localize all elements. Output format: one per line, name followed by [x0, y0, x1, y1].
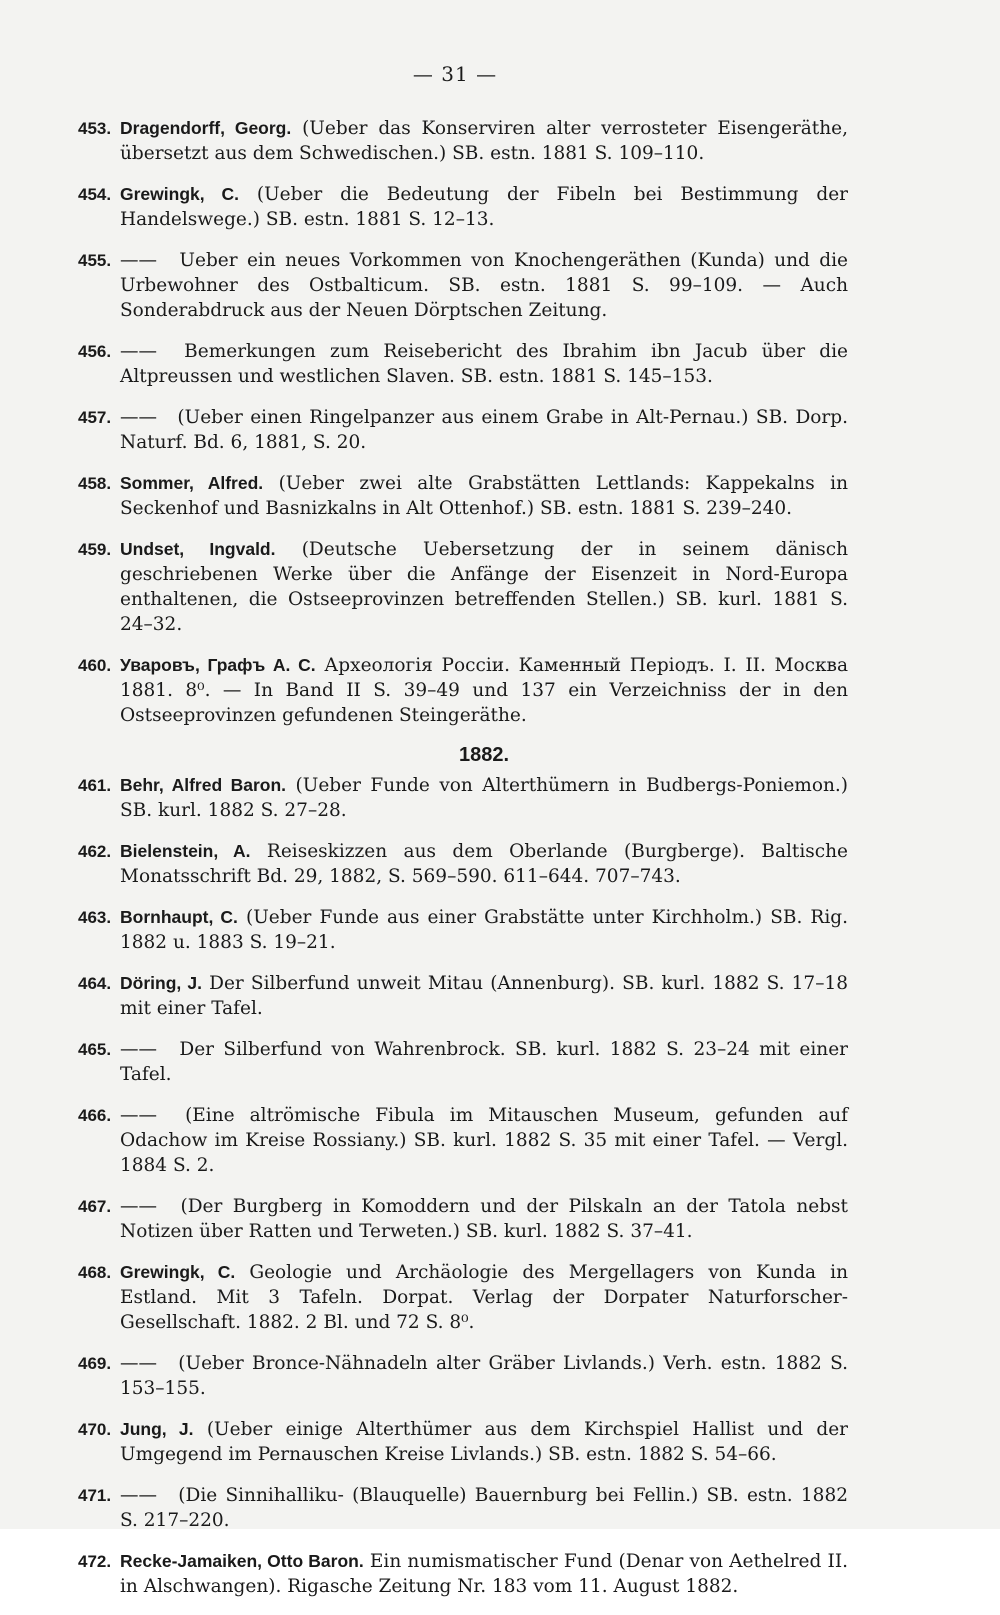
- bibliography-entry: [78, 839, 848, 889]
- entry-author: Bornhaupt, C.: [120, 907, 238, 927]
- bibliography-entry: [78, 537, 848, 637]
- bibliography-entry: [78, 1351, 848, 1401]
- entry-author: Sommer, Alfred.: [120, 473, 264, 493]
- ditto-dash: ——: [120, 341, 157, 362]
- entries-1882: [78, 773, 848, 1599]
- entry-number: 459.: [78, 540, 112, 559]
- entry-number: 454.: [78, 185, 112, 204]
- entry-number: 469.: [78, 1354, 112, 1373]
- entry-text: Ueber ein neues Vorkommen von Knochengeräthen (Kunda) und die Urbewohner des Ostbalticum. SB. estn. 1881 S. 99–109. — Auch Sonderabdruck aus der Neuen Dörptschen Zeitung.: [120, 250, 848, 321]
- ditto-dash: ——: [120, 1485, 157, 1506]
- bibliography-entry: [78, 971, 848, 1021]
- entry-number: 456.: [78, 342, 112, 361]
- bibliography-list: [78, 116, 848, 1615]
- entry-text: Ein numismatischer Fund (Denar von Aethelred II. in Alschwangen). Rigasche Zeitung Nr. 183 vom 11. August 1882.: [120, 1551, 849, 1597]
- entry-number: 460.: [78, 656, 112, 675]
- entry-text: (Eine altrömische Fibula im Mitauschen Museum, gefunden auf Odachow im Kreise Rossiany.) SB. kurl. 1882 S. 35 mit einer Tafel. — Vergl. 1884 S. 2.: [120, 1105, 848, 1176]
- entry-text: Bemerkungen zum Reisebericht des Ibrahim ibn Jacub über die Altpreussen und westlichen Slaven. SB. estn. 1881 S. 145–153.: [120, 341, 848, 387]
- bibliography-entry: [78, 248, 848, 323]
- entry-text: (Ueber Funde von Alterthümern in Budbergs-Poniemon.) SB. kurl. 1882 S. 27–28.: [120, 775, 848, 821]
- entry-text: (Deutsche Uebersetzung der in seinem dänisch geschriebenen Werke über die Anfänge der Eisenzeit in Nord-Europa enthaltenen, die Ostseeprovinzen betreffenden Stellen.) SB. kurl. 1881 S. 24–32.: [120, 539, 848, 635]
- bibliography-entry: [78, 1194, 848, 1244]
- entry-author: Jung, J.: [120, 1419, 194, 1439]
- entry-text: Der Silberfund von Wahrenbrock. SB. kurl. 1882 S. 23–24 mit einer Tafel.: [120, 1039, 848, 1085]
- entry-number: 455.: [78, 251, 112, 270]
- ditto-dash: ——: [120, 1353, 157, 1374]
- entry-text: (Ueber das Konserviren alter verrosteter Eisengeräthe, übersetzt aus dem Schwedischen.) SB. estn. 1881 S. 109–110.: [120, 118, 848, 164]
- bibliography-entry: [78, 471, 848, 521]
- entry-author: Behr, Alfred Baron.: [120, 775, 287, 795]
- entry-author: Grewingk, C.: [120, 1262, 236, 1282]
- entry-number: 468.: [78, 1263, 112, 1282]
- entry-number: 467.: [78, 1197, 112, 1216]
- entry-number: 470.: [78, 1420, 112, 1439]
- entry-text: Reiseskizzen aus dem Oberlande (Burgberge). Baltische Monatsschrift Bd. 29, 1882, S. 569–590. 611–644. 707–743.: [120, 841, 848, 887]
- entry-text: (Die Sinnihalliku- (Blauquelle) Bauernburg bei Fellin.) SB. estn. 1882 S. 217–220.: [120, 1485, 848, 1531]
- ditto-dash: ——: [120, 407, 157, 428]
- entry-number: 458.: [78, 474, 112, 493]
- entry-author: Undset, Ingvald.: [120, 539, 276, 559]
- entry-text: (Ueber Bronce-Nähnadeln alter Gräber Livlands.) Verh. estn. 1882 S. 153–155.: [120, 1353, 848, 1399]
- entry-author: Döring, J.: [120, 973, 202, 993]
- entry-number: 463.: [78, 908, 112, 927]
- entry-number: 457.: [78, 408, 112, 427]
- year-heading: 1882.: [458, 744, 510, 766]
- bibliography-entry: [78, 1483, 848, 1533]
- entry-author: Уваровъ, Графъ А. С.: [120, 655, 316, 675]
- entry-number: 462.: [78, 842, 112, 861]
- entry-number: 453.: [78, 119, 112, 138]
- entry-text: (Ueber Funde aus einer Grabstätte unter Kirchholm.) SB. Rig. 1882 u. 1883 S. 19–21.: [120, 907, 848, 953]
- entry-text: Der Silberfund unweit Mitau (Annenburg). SB. kurl. 1882 S. 17–18 mit einer Tafel.: [120, 973, 848, 1019]
- entry-number: 465.: [78, 1040, 112, 1059]
- ditto-dash: ——: [120, 1105, 157, 1126]
- entry-text: (Ueber einen Ringelpanzer aus einem Grabe in Alt-Pernau.) SB. Dorp. Naturf. Bd. 6, 1881, S. 20.: [120, 407, 848, 453]
- bibliography-entry: [78, 339, 848, 389]
- entry-number: 464.: [78, 974, 112, 993]
- entry-author: Dragendorff, Georg.: [120, 118, 292, 138]
- entry-author: Bielenstein, A.: [120, 841, 251, 861]
- ditto-dash: ——: [120, 1039, 157, 1060]
- bibliography-entry: [78, 405, 848, 455]
- entry-author: Grewingk, C.: [120, 184, 239, 204]
- bibliography-entry: [78, 1037, 848, 1087]
- entry-text: (Der Burgberg in Komoddern und der Pilskaln an der Tatola nebst Notizen über Ratten und Terweten.) SB. kurl. 1882 S. 37–41.: [120, 1196, 848, 1242]
- bibliography-entry: [78, 773, 848, 823]
- bibliography-entry: [78, 905, 848, 955]
- bibliography-entry: [78, 1549, 848, 1599]
- entry-number: 472.: [78, 1552, 112, 1571]
- page-number: — 31 —: [412, 62, 498, 86]
- ditto-dash: ——: [120, 250, 157, 271]
- entry-author: Recke-Jamaiken, Otto Baron.: [120, 1551, 364, 1571]
- bibliography-entry: [78, 182, 848, 232]
- entry-text: (Ueber die Bedeutung der Fibeln bei Bestimmung der Handelswege.) SB. estn. 1881 S. 12–13.: [120, 184, 848, 230]
- entry-number: 461.: [78, 776, 112, 795]
- bibliography-entry: [78, 116, 848, 166]
- entry-text: (Ueber einige Alterthümer aus dem Kirchspiel Hallist und der Umgegend im Pernauschen Kreise Livlands.) SB. estn. 1882 S. 54–66.: [120, 1419, 848, 1465]
- bibliography-entry: [78, 653, 848, 728]
- entry-number: 466.: [78, 1106, 112, 1125]
- bibliography-entry: [78, 1417, 848, 1467]
- ditto-dash: ——: [120, 1196, 157, 1217]
- entry-text: (Ueber zwei alte Grabstätten Lettlands: Kappekalns in Seckenhof und Basnizkalns in Alt Ottenhof.) SB. estn. 1881 S. 239–240.: [120, 473, 848, 519]
- bibliography-entry: [78, 1103, 848, 1178]
- entry-number: 471.: [78, 1486, 112, 1505]
- entry-text: Geologie und Archäologie des Mergellagers von Kunda in Estland. Mit 3 Tafeln. Dorpat. Verlag der Dorpater Naturforscher-Gesellschaft. 1882. 2 Bl. und 72 S. 8⁰.: [120, 1262, 849, 1333]
- entry-text: Археологія Россіи. Каменный Періодъ. I. II. Москва 1881. 8⁰. — In Band II S. 39–49 und 137 ein Verzeichniss der in den Ostseeprovinzen gefundenen Steingeräthe.: [120, 655, 848, 726]
- entries-1881: [78, 116, 848, 728]
- bibliography-entry: [78, 1260, 848, 1335]
